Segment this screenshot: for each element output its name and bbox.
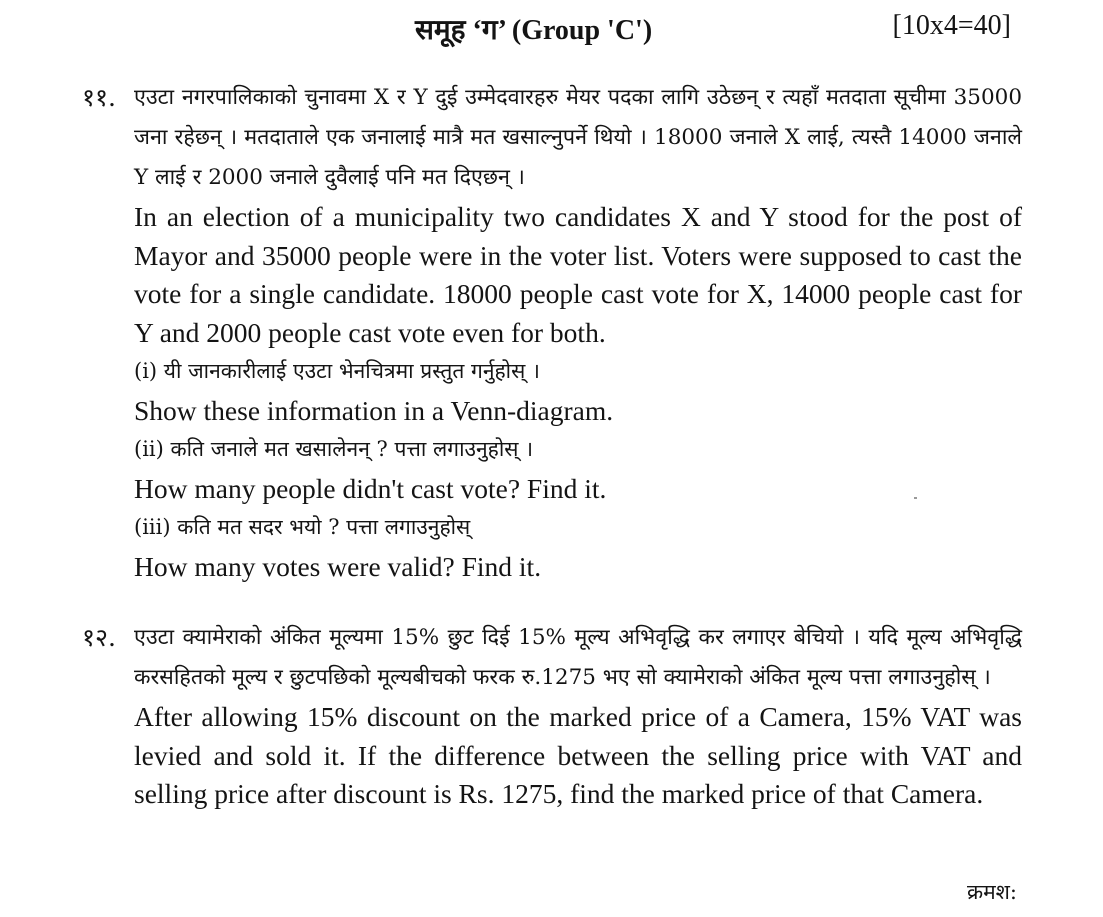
scan-speck	[914, 497, 917, 499]
subpart-2-english: How many people didn't cast vote? Find it.	[134, 473, 607, 504]
subpart-3-nepali: (iii) कति मत सदर भयो ? पत्ता लगाउनुहोस्	[134, 515, 471, 539]
subpart-1-nepali: (i) यी जानकारीलाई एउटा भेनचित्रमा प्रस्तुत गर्नुहोस् ।	[134, 359, 540, 383]
subpart-1-english: Show these information in a Venn-diagram.	[134, 395, 614, 426]
continued-note: क्रमश:	[966, 880, 1017, 904]
subpart-2-nepali: (ii) कति जनाले मत खसालेनन् ? पत्ता लगाउनुहोस् ।	[134, 437, 534, 461]
question-text-nepali: एउटा नगरपालिकाको चुनावमा X र Y दुई उम्मेदवारहरु मेयर पदका लागि उठेछन् र त्यहाँ मतदाता सूचीमा 35000 जना रहेछन् । मतदाताले एक जनालाई मात्रै मत खसाल्नुपर्ने थियो । 18000 जनाले X लाई, त्यस्तै 14000 जनाले Y लाई र 2000 जनाले दुवैलाई पनि मत दिएछन् ।	[134, 85, 1022, 190]
question-number: ११.	[82, 83, 116, 112]
question-body	[134, 78, 1022, 586]
section-header	[0, 6, 1103, 46]
question-text-english: In an election of a municipality two candidates X and Y stood for the post of Mayor and 35000 people were in the voter list. Voters were supposed to cast the vote for a single candidate. 18000 people cast vote for X, 14000 people cast for Y and 2000 people cast vote even for both.	[134, 201, 1022, 348]
group-title: समूह ‘ग’ (Group 'C')	[415, 15, 653, 46]
question-body	[134, 618, 1022, 814]
question-text-english: After allowing 15% discount on the marked price of a Camera, 15% VAT was levied and sold it. If the difference between the selling price with VAT and selling price after discount is Rs. 1275, find the marked price of that Camera.	[134, 701, 1022, 809]
question-text-nepali: एउटा क्यामेराको अंकित मूल्यमा 15% छुट दिई 15% मूल्य अभिवृद्धि कर लगाएर बेचियो । यदि मूल्य अभिवृद्धि करसहितको मूल्य र छुटपछिको मूल्यबीचको फरक रु.1275 भए सो क्यामेराको अंकित मूल्य पत्ता लगाउनुहोस् ।	[134, 625, 1022, 690]
subpart-3-english: How many votes were valid? Find it.	[134, 551, 542, 582]
question-number: १२.	[82, 623, 116, 652]
marks-allocation: [10x4=40]	[892, 10, 1011, 41]
